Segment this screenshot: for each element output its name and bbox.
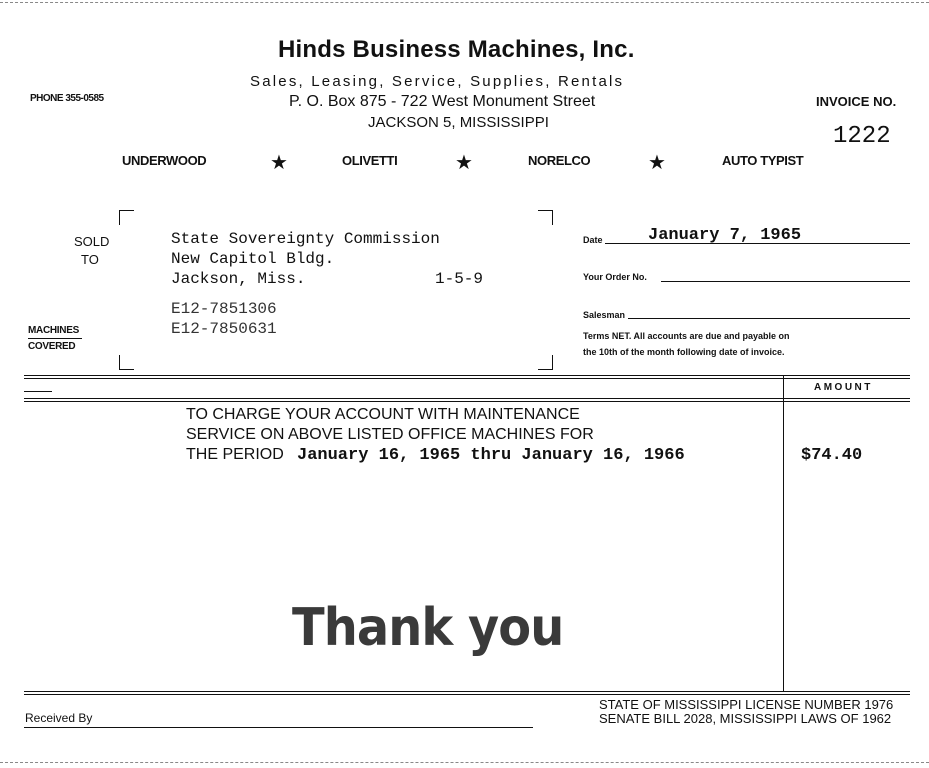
invoice-number: 1222 <box>833 123 891 150</box>
company-address: P. O. Box 875 - 722 West Monument Street <box>289 93 596 110</box>
amount-value: $74.40 <box>801 446 863 465</box>
date-label: Date <box>583 235 603 245</box>
footer-rule-2 <box>24 694 910 695</box>
machines-label: MACHINES <box>28 325 79 336</box>
terms-line-2: the 10th of the month following date of invoice. <box>583 347 785 357</box>
star-icon: ★ <box>270 152 288 174</box>
table-header-rule-2 <box>24 401 910 402</box>
order-number-line <box>661 281 910 282</box>
terms-line-1: Terms NET. All accounts are due and payable on <box>583 331 790 341</box>
service-period: January 16, 1965 thru January 16, 1966 <box>297 446 685 465</box>
thank-you-stamp: Thank you <box>292 598 564 658</box>
table-top-rule-1 <box>24 375 910 376</box>
customer-address-line2: Jackson, Miss. <box>171 270 306 288</box>
corner-bracket-bottom-right <box>538 355 553 370</box>
order-number-label: Your Order No. <box>583 272 647 282</box>
customer-address-line1: New Capitol Bldg. <box>171 250 335 268</box>
machine-serial-1: E12-7851306 <box>171 300 277 318</box>
star-icon: ★ <box>648 152 666 174</box>
footer-rule-1 <box>24 691 910 692</box>
covered-label: COVERED <box>28 341 76 352</box>
phone-number: PHONE 355-0585 <box>30 93 104 104</box>
to-label: TO <box>81 252 99 267</box>
charge-line-1: TO CHARGE YOUR ACCOUNT WITH MAINTENANCE <box>186 406 580 423</box>
senate-bill: SENATE BILL 2028, MISSISSIPPI LAWS OF 1962 <box>599 711 892 726</box>
bottom-tear-edge <box>0 762 929 763</box>
company-tagline: Sales, Leasing, Service, Supplies, Rentals <box>250 73 625 90</box>
machine-serial-2: E12-7850631 <box>171 320 277 338</box>
salesman-line <box>628 318 910 319</box>
company-name: Hinds Business Machines, Inc. <box>278 36 635 63</box>
customer-code: 1-5-9 <box>435 270 484 288</box>
table-top-rule-2 <box>24 378 910 379</box>
invoice-date: January 7, 1965 <box>648 226 802 245</box>
top-tear-edge <box>0 2 929 3</box>
charge-line-3-prefix: THE PERIOD <box>186 446 284 463</box>
corner-bracket-top-left <box>119 210 134 225</box>
salesman-label: Salesman <box>583 310 626 320</box>
received-by-label: Received By <box>25 711 93 725</box>
received-by-line <box>24 727 533 728</box>
left-margin-rule <box>24 391 52 392</box>
table-header-rule <box>24 398 910 399</box>
machines-label-rule <box>28 338 82 339</box>
charge-line-2: SERVICE ON ABOVE LISTED OFFICE MACHINES FOR <box>186 426 594 443</box>
license-number: STATE OF MISSISSIPPI LICENSE NUMBER 1976 <box>599 697 894 712</box>
invoice-label: INVOICE NO. <box>816 94 897 109</box>
corner-bracket-top-right <box>538 210 553 225</box>
brand-norelco: NORELCO <box>528 153 591 168</box>
star-icon: ★ <box>455 152 473 174</box>
brand-olivetti: OLIVETTI <box>342 153 398 168</box>
company-city: JACKSON 5, MISSISSIPPI <box>368 114 549 131</box>
amount-header: AMOUNT <box>814 382 873 393</box>
brand-auto-typist: AUTO TYPIST <box>722 153 804 168</box>
amount-column-divider <box>783 375 784 691</box>
sold-label: SOLD <box>74 234 110 249</box>
brand-underwood: UNDERWOOD <box>122 153 207 168</box>
corner-bracket-bottom-left <box>119 355 134 370</box>
customer-name: State Sovereignty Commission <box>171 230 440 248</box>
